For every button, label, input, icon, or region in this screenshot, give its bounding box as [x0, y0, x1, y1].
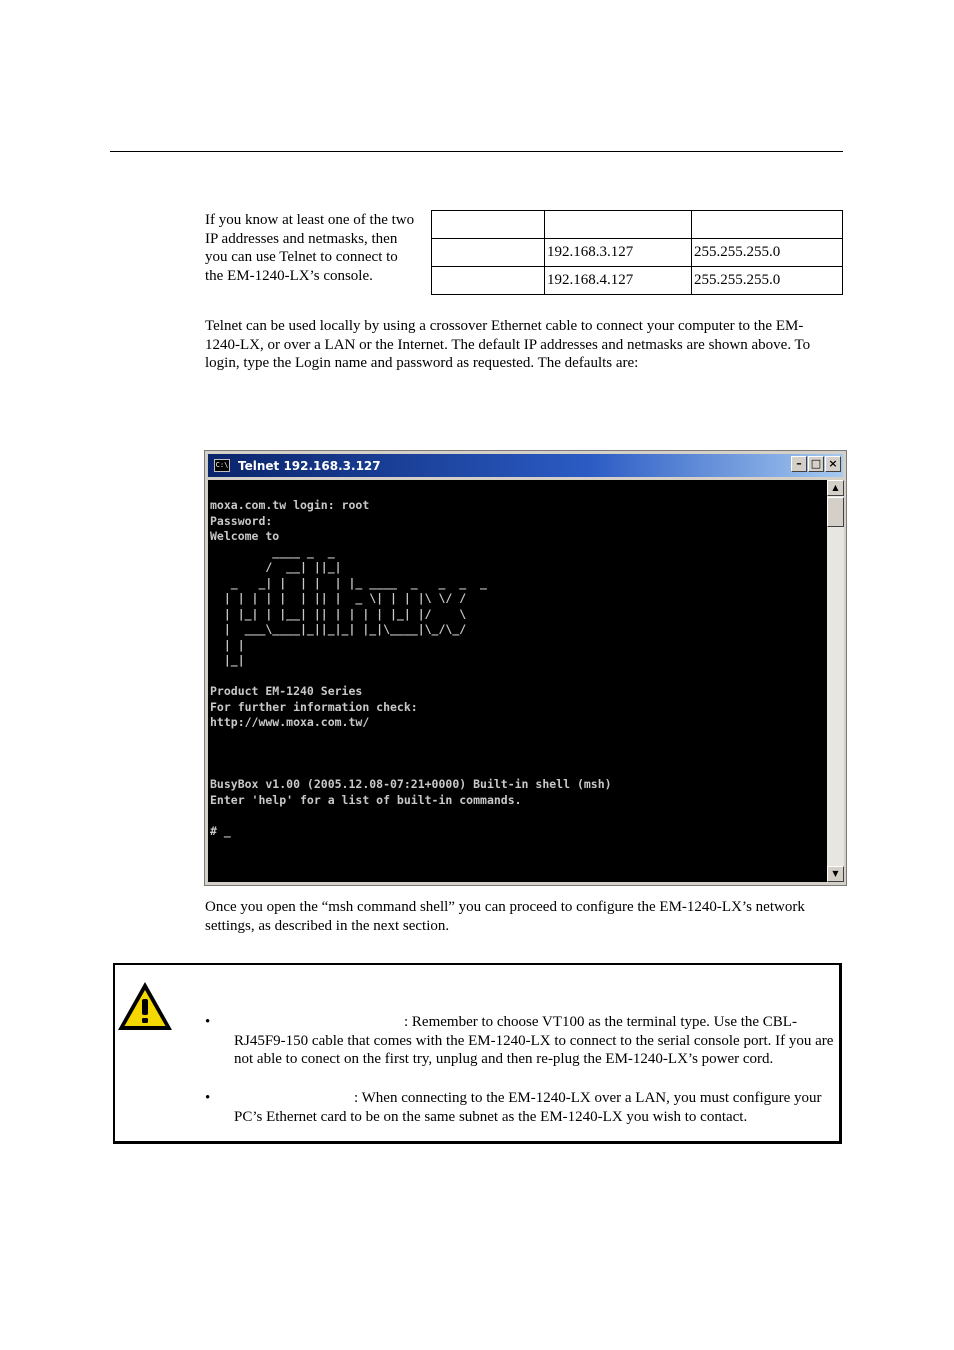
telnet-paragraph: Telnet can be used locally by using a crossover Ethernet cable to connect your computer to the EM-1240-LX, or over a LAN or the Internet. The default IP addresses and netmasks are shown above. To login, type the Login name and password as requested. The defaults are:	[205, 318, 811, 371]
table-cell	[692, 211, 843, 239]
window-titlebar[interactable]	[208, 454, 843, 477]
attention-box	[113, 963, 842, 1144]
table-cell	[432, 239, 545, 267]
attention-bullet	[205, 1013, 835, 1069]
bullet-text: : Remember to choose VT100 as the terminal type. Use the CBL-RJ45F9-150 cable that comes with the EM-1240-LX to connect to the serial console port. If you are not able to conect on the first try, unplug and then re-plug the EM-1240-LX’s power cord.	[234, 1014, 834, 1067]
window-controls	[791, 456, 841, 472]
table-cell: 255.255.255.0	[692, 239, 843, 267]
console-app-icon: C:\	[214, 459, 230, 472]
intro-text: If you know at least one of the two IP addresses and netmasks, then you can use Telnet to connect to the EM-1240-LX’s console.	[205, 212, 415, 284]
terminal-console[interactable]	[208, 480, 827, 882]
table-header-row	[432, 211, 843, 239]
minimize-button[interactable]: –	[791, 456, 807, 472]
attention-bullet	[205, 1089, 835, 1126]
close-button[interactable]: ×	[825, 456, 841, 472]
table-cell	[545, 211, 692, 239]
table-row	[432, 239, 843, 267]
scrollbar-thumb[interactable]	[827, 497, 844, 527]
table-cell	[432, 211, 545, 239]
table-cell	[432, 267, 545, 295]
window-title: Telnet 192.168.3.127	[238, 458, 381, 473]
scroll-down-button[interactable]: ▼	[827, 866, 844, 882]
bullet-dot: •	[205, 1090, 211, 1106]
table-cell: 192.168.4.127	[545, 267, 692, 295]
scroll-up-button[interactable]: ▲	[827, 480, 844, 496]
console-output: moxa.com.tw login: root Password: Welcome to ____ _ _ / __| ||_| _ _| | | | | |_ ____ _ _ _ _ | | | | | | || | _ \| | | |\ \/ / | |_| | |__| || | | | | |_| |/ \ | ___\____|_||_|_| |_|\____|\_/\_/ | | |_| Product EM-1240 Series For further information check: http://www.moxa.com.tw/ BusyBox v1.00 (2005.12.08-07:21+0000) Built-in shell (msh) Enter 'help' for a list of built-in commands. # _	[210, 498, 612, 838]
table-row	[432, 267, 843, 295]
ip-address-table	[431, 210, 843, 295]
telnet-window	[204, 450, 847, 886]
after-paragraph: Once you open the “msh command shell” you can proceed to configure the EM-1240-LX’s network settings, as described in the next section.	[205, 899, 805, 934]
header-rule	[110, 151, 843, 152]
warning-triangle-icon	[115, 979, 175, 1033]
table-cell: 255.255.255.0	[692, 267, 843, 295]
bullet-text: : When connecting to the EM-1240-LX over a LAN, you must configure your PC’s Ethernet card to be on the same subnet as the EM-1240-LX you wish to contact.	[234, 1090, 822, 1125]
bullet-dot: •	[205, 1014, 211, 1030]
vertical-scrollbar[interactable]	[827, 480, 844, 882]
maximize-button[interactable]: □	[808, 456, 824, 472]
table-cell: 192.168.3.127	[545, 239, 692, 267]
